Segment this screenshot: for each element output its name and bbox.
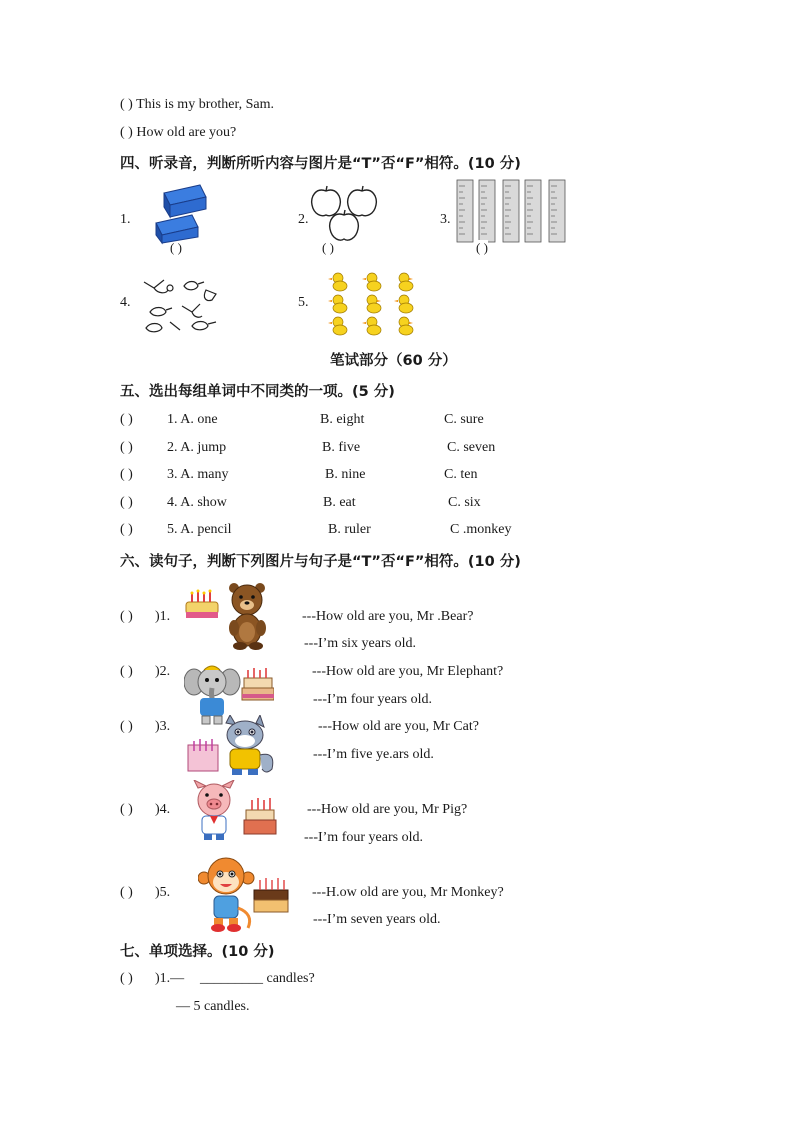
s6-item-3-paren: ( ) (120, 719, 133, 734)
section-4-title: 四、听录音，判断所听内容与图片是“T”否“F”相符。(10 分) (120, 156, 521, 172)
s5-row-5-option-c: C .monkey (450, 522, 512, 537)
s6-item-4-answer: ---I’m four years old. (304, 830, 423, 845)
s6-item-2-number: )2. (155, 664, 171, 679)
s6-item-3-answer: ---I’m five ye.ars old. (313, 747, 434, 762)
s7-item-1-paren: ( ) (120, 971, 133, 986)
rulers-icon (455, 178, 569, 244)
section-7-title: 七、单项选择。(10 分) (120, 944, 275, 960)
s5-row-4-option-b: B. eat (323, 495, 356, 510)
written-part-title: 笔试部分（60 分） (330, 353, 457, 369)
birds-icon (140, 276, 222, 336)
s6-item-3-question: ---How old are you, Mr Cat? (318, 719, 479, 734)
top-line-2 (120, 125, 236, 141)
s5-row-3-option-a: 3. A. many (167, 467, 229, 482)
s6-item-4-paren: ( ) (120, 802, 133, 817)
s6-item-5-answer: ---I’m seven years old. (313, 912, 441, 927)
s6-item-2-answer: ---I’m four years old. (313, 692, 432, 707)
s5-row-2-option-c: C. seven (447, 440, 496, 455)
cat-with-cake-icon (186, 715, 278, 777)
s5-row-4-paren: ( ) (120, 495, 133, 510)
s4-item-3-paren: ( ) (476, 240, 488, 255)
s6-item-1-question: ---How old are you, Mr .Bear? (302, 609, 474, 624)
s4-item-2-paren: ( ) (322, 240, 334, 255)
s5-row-4-option-c: C. six (448, 495, 481, 510)
top-line-1 (120, 97, 274, 113)
s6-item-5-number: )5. (155, 885, 171, 900)
s5-row-2-option-b: B. five (322, 440, 361, 455)
s5-row-1-paren: ( ) (120, 412, 133, 427)
s6-item-4-number: )4. (155, 802, 171, 817)
s4-item-3-number: 3. (440, 212, 451, 227)
answer-paren: ( ) (120, 97, 133, 112)
section-5-title: 五、选出每组单词中不同类的一项。(5 分) (120, 384, 395, 400)
s5-row-3-paren: ( ) (120, 467, 133, 482)
s6-item-5-paren: ( ) (120, 885, 133, 900)
s6-item-1-answer: ---I’m six years old. (304, 636, 416, 651)
s7-item-1-question (200, 971, 315, 987)
s5-row-2-paren: ( ) (120, 440, 133, 455)
s7-item-1-number: )1.— (155, 971, 185, 986)
s6-item-2-paren: ( ) (120, 664, 133, 679)
s6-item-1-number: )1. (155, 609, 171, 624)
question-rest: candles? (263, 971, 315, 986)
s4-item-4-number: 4. (120, 295, 131, 310)
s4-item-2-number: 2. (298, 212, 309, 227)
s4-item-1-paren: ( ) (170, 240, 182, 255)
s5-row-1-option-a: 1. A. one (167, 412, 218, 427)
s5-row-4-option-a: 4. A. show (167, 495, 227, 510)
s4-item-5-number: 5. (298, 295, 309, 310)
sentence-text: This is my brother, Sam. (136, 97, 274, 112)
s5-row-1-option-b: B. eight (320, 412, 365, 427)
monkey-with-cake-icon (198, 856, 292, 934)
s6-item-1-paren: ( ) (120, 609, 133, 624)
answer-paren: ( ) (120, 125, 133, 140)
s6-item-2-question: ---How old are you, Mr Elephant? (312, 664, 504, 679)
ducks-icon (326, 270, 422, 338)
s6-item-3-number: )3. (155, 719, 171, 734)
s6-item-5-question: ---H.ow old are you, Mr Monkey? (312, 885, 504, 900)
pencil-case-icon (152, 183, 212, 245)
s7-item-1-answer: — 5 candles. (176, 999, 250, 1014)
s5-row-5-paren: ( ) (120, 522, 133, 537)
s5-row-3-option-b: B. nine (325, 467, 366, 482)
s5-row-1-option-c: C. sure (444, 412, 484, 427)
s6-item-4-question: ---How old are you, Mr Pig? (307, 802, 468, 817)
pig-with-cake-icon (186, 780, 278, 842)
s5-row-5-option-a: 5. A. pencil (167, 522, 232, 537)
s5-row-2-option-a: 2. A. jump (167, 440, 227, 455)
s4-item-1-number: 1. (120, 212, 131, 227)
answer-blank[interactable]: _________ (200, 971, 263, 986)
s5-row-3-option-c: C. ten (444, 467, 478, 482)
section-6-title: 六、读句子，判断下列图片与句子是“T”否“F”相符。(10 分) (120, 554, 521, 570)
s5-row-5-option-b: B. ruler (328, 522, 371, 537)
sentence-text: How old are you? (136, 125, 237, 140)
bear-with-cake-icon (184, 582, 274, 650)
apples-icon (310, 185, 382, 245)
